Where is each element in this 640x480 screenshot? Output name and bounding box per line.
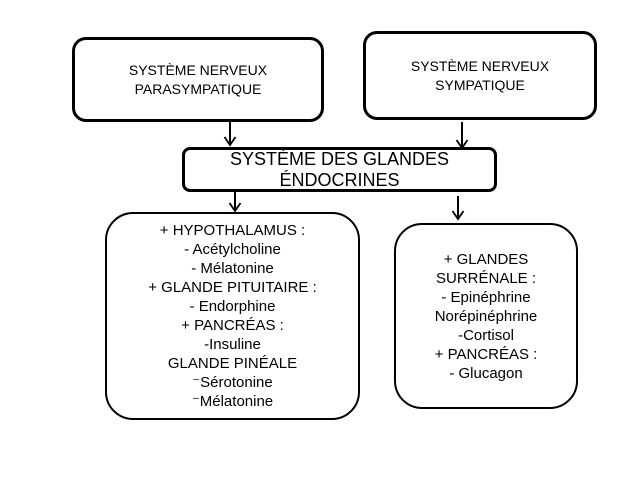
box-parasympathetic-nervous-system — [72, 37, 324, 122]
right-detail-line-norepinephrine: Norépinéphrine — [434, 307, 538, 325]
left-detail-line-serotonine: ⁻Sérotonine — [192, 374, 273, 391]
box-endocrine-gland-system — [182, 147, 497, 192]
left-detail-line-insuline: -Insuline — [204, 336, 261, 353]
left-detail-line-pituitary: + GLANDE PITUITAIRE : — [148, 279, 317, 296]
box-endocrine-line-2: ÉNDOCRINES — [279, 169, 400, 190]
box-parasympathetic-line-2: PARASYMPATIQUE — [134, 80, 262, 97]
box-endocrine-line-1: SYSTÈME DES GLANDES — [229, 148, 450, 169]
left-detail-line-pineal: GLANDE PINÉALE — [167, 355, 298, 372]
arrow-endocrine-to-right-detail — [453, 196, 464, 219]
box-sympathetic-line-1: SYSTÈME NERVEUX — [410, 57, 550, 74]
right-detail-line-cortisol: -Cortisol — [458, 326, 514, 344]
left-detail-line-melatonine: - Mélatonine — [191, 260, 274, 277]
left-detail-line-melatonine-2: ⁻Mélatonine — [191, 393, 274, 410]
box-sympathetic-line-2: SYMPATIQUE — [435, 76, 525, 93]
arrow-endocrine-to-left-detail — [230, 192, 241, 211]
box-sympathetic-nervous-system — [363, 31, 597, 120]
box-hypothalamus-pituitary-pancreas-pineal — [105, 212, 360, 420]
right-detail-line-pancreas: + PANCRÉAS : — [434, 345, 538, 363]
left-detail-line-pancreas: + PANCRÉAS : — [181, 317, 284, 334]
right-detail-line-surrenale: SURRÉNALE : — [435, 269, 537, 287]
right-detail-line-glucagon: - Glucagon — [449, 364, 523, 382]
left-detail-line-endorphine: - Endorphine — [189, 298, 276, 315]
box-parasympathetic-line-1: SYSTÈME NERVEUX — [128, 61, 268, 78]
arrow-parasympathetic-to-endocrine — [225, 122, 236, 145]
right-detail-line-epinephrine: - Epinéphrine — [441, 288, 531, 306]
left-detail-line-acetylcholine: - Acétylcholine — [184, 241, 281, 258]
left-detail-line-hypothalamus: + HYPOTHALAMUS : — [159, 222, 306, 239]
arrow-sympathetic-to-endocrine — [457, 122, 468, 148]
box-adrenal-pancreas — [394, 223, 578, 409]
right-detail-line-glandes: + GLANDES — [443, 250, 529, 268]
